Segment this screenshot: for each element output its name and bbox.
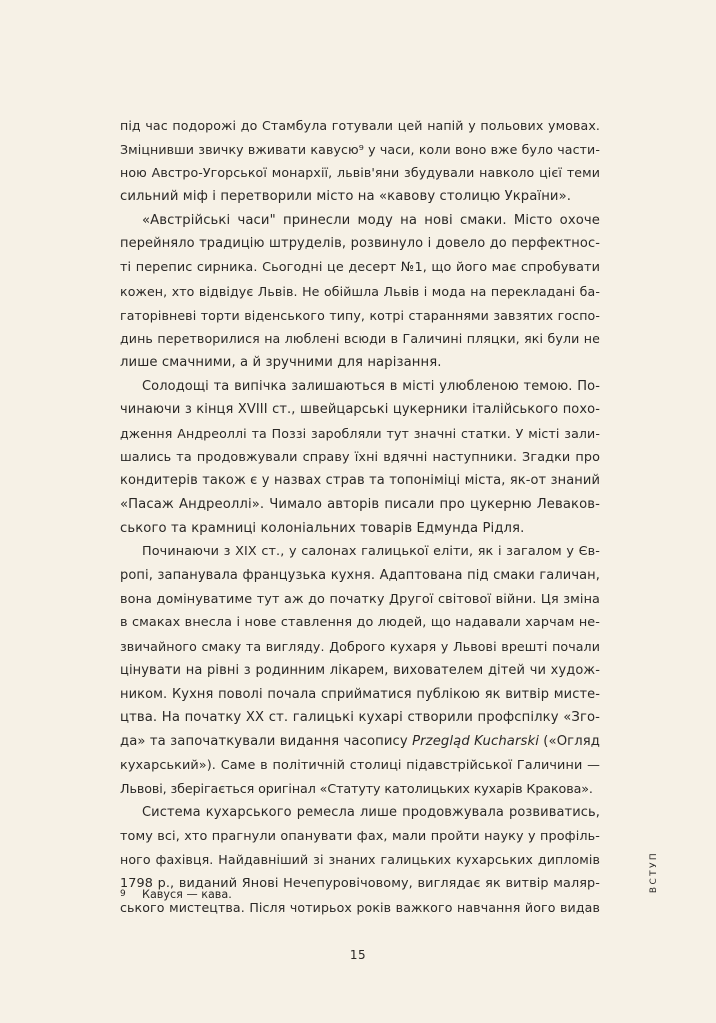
text-line: «Австрійські часи" принесли моду на нові смаки. Місто охоче [142, 212, 600, 228]
text-line: Львові, зберігається оригінал «Статуту католицьких кухарів Кракова». [120, 781, 593, 797]
text-line: кондитерів також є у назвах страв та топоніміці міста, як-от знаний [120, 473, 600, 489]
text-line: ті перепис сирника. Сьогодні це десерт №1, що його має спробувати [120, 260, 600, 276]
text-line: динь перетворилися на люблені всюди в Галичині пляцки, які були не [120, 331, 600, 347]
footnote [120, 886, 420, 903]
text-line: Починаючи з XIX ст., у салонах галицької еліти, як і загалом у Єв- [142, 544, 600, 560]
page-number: 15 [349, 948, 367, 962]
text-line: чинаючи з кінця XVIII ст., швейцарські цукерники італійського похо- [120, 402, 600, 418]
text-line: дження Андреоллі та Поззі заробляли тут значні статки. У місті зали- [120, 425, 600, 441]
text-line: перейняло традицію штруделів, розвинуло і довело до перфектнос- [120, 236, 600, 252]
text-line: цтва. На початку XX ст. галицькі кухарі створили профспілку «Зго- [120, 710, 600, 726]
text-line: гаторівневі торти віденського типу, котрі стараннями завзятих госпо- [120, 307, 600, 323]
text-line: «Пасаж Андреоллі». Чимало авторів писали про цукерню Леваков- [120, 497, 600, 512]
text-line: в смаках внесла і нове ставлення до людей, що надавали харчам не- [120, 615, 600, 631]
footnote-marker: 9 [120, 889, 126, 899]
text-line: кухарський»). Саме в політичній столиці підавстрійської Галичини — [120, 757, 600, 773]
text-line: кожен, хто відвідує Львів. Не обійшла Львів і мода на перекладані ба- [120, 283, 600, 299]
running-head [646, 850, 666, 896]
body-text [120, 114, 600, 919]
text-line: да» та започаткували видання часопису Przegląd Kucharski («Огляд [120, 733, 600, 749]
text-line: ропі, запанувала французька кухня. Адаптована під смаки галичан, [120, 568, 600, 584]
text-line: ного фахівця. Найдавніший зі знаних галицьких кухарських дипломів [120, 852, 600, 868]
text-line: ського та крамниці колоніальних товарів Едмунда Рідля. [120, 520, 525, 536]
text-line: 1798 р., виданий Янові Нечепуровічовому, виглядає як витвір маляр- [120, 876, 600, 891]
text-line: ником. Кухня поволі почала сприйматися публікою як витвір мисте- [120, 686, 600, 702]
text-line: тому всі, хто прагнули опанувати фах, мали пройти науку у профіль- [120, 828, 600, 844]
text-line: ського мистецтва. Після чотирьох років важкого навчання його видав [120, 899, 600, 915]
text-line: лише смачними, а й зручними для нарізання. [120, 354, 442, 370]
text-line: Солодощі та випічка залишаються в місті улюбленою темою. По- [142, 378, 600, 394]
text-line: ною Австро-Угорської монархії, львів'яни збудували навколо цієї теми [120, 165, 600, 181]
text-line: вона домінуватиме тут аж до початку Другої світової війни. Ця зміна [120, 591, 600, 607]
text-line: цінувати на рівні з родинним лікарем, вихователем дітей чи худож- [120, 662, 600, 678]
journal-title: Przegląd Kucharski [412, 733, 539, 749]
text-line: звичайного смаку та вигляду. Доброго кухаря у Львові врешті почали [120, 639, 600, 655]
text-line: під час подорожі до Стамбула готували цей напій у польових умовах. [120, 118, 600, 133]
footnote-text: Кавуся — кава. [142, 888, 232, 901]
text-line: сильний міф і перетворили місто на «кавову столицю України». [120, 189, 572, 205]
running-head-label: ВСТУП [649, 850, 660, 894]
text-line: шались та продовжували справу їхні вдячні наступники. Згадки про [120, 449, 600, 465]
text-line: Система кухарського ремесла лише продовжувала розвиватись, [142, 804, 600, 820]
text-line: Зміцнивши звичку вживати кавусю⁹ у часи, коли воно вже було части- [120, 141, 600, 157]
